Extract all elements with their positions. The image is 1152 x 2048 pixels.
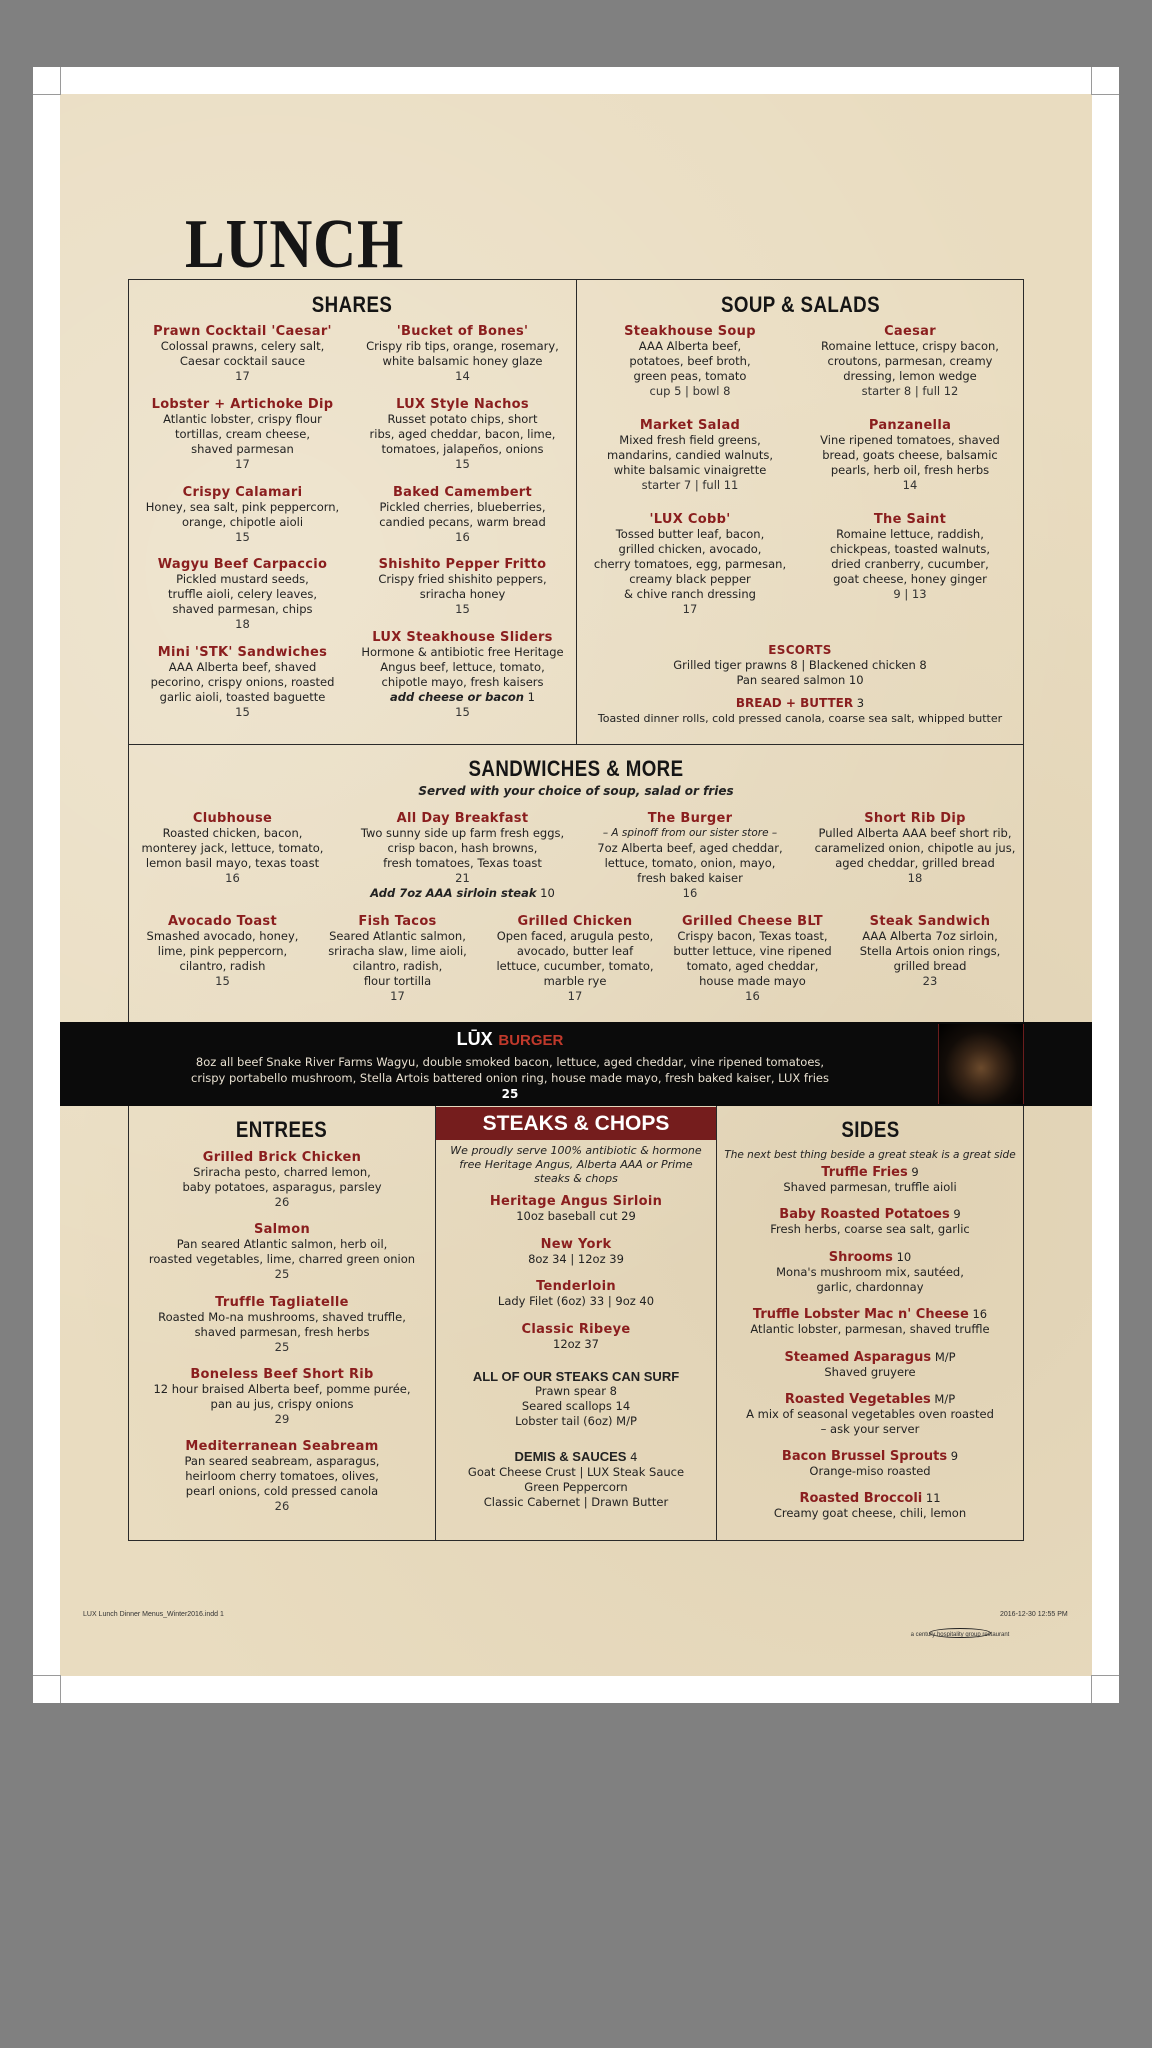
menu-item <box>132 1295 432 1355</box>
item-name: Bacon Brussel Sprouts <box>781 1449 948 1464</box>
escorts-line: Pan seared salmon 10 <box>736 673 864 687</box>
demis-lines: Goat Cheese Crust | LUX Steak Sauce Green Peppercorn Classic Cabernet | Drawn Butter <box>467 1465 685 1509</box>
item-desc: Mona's mushroom mix, sautéed, garlic, chardonnay <box>776 1265 964 1294</box>
item-desc: Crispy bacon, Texas toast, butter lettuce, vine ripened tomato, aged cheddar, house made mayo <box>673 929 832 988</box>
menu-item <box>720 1392 1020 1437</box>
steaks-chops-header: STEAKS & CHOPS <box>436 1107 716 1140</box>
item-name: Tenderloin <box>536 1279 616 1294</box>
menu-item <box>440 1322 712 1352</box>
item-price: 11 <box>925 1491 941 1505</box>
item-desc: 7oz Alberta beef, aged cheddar, lettuce, tomato, onion, mayo, fresh baked kaiser <box>597 841 783 885</box>
item-desc: Atlantic lobster, crispy flour tortillas, cream cheese, shaved parmesan <box>163 412 322 456</box>
item-price: 15 <box>215 974 230 988</box>
item-name: Salmon <box>253 1222 311 1237</box>
item-name: New York <box>540 1237 612 1252</box>
menu-item <box>135 485 350 545</box>
menu-item <box>440 1237 712 1267</box>
item-price: cup 5 | bowl 8 <box>649 384 731 398</box>
item-price: 9 | 13 <box>893 587 927 601</box>
item-desc: AAA Alberta beef, shaved pecorino, crispy onions, roasted garlic aioli, toasted baguette <box>150 660 335 704</box>
item-note: – A spinoff from our sister store – <box>602 827 778 839</box>
item-price: M/P <box>934 1350 956 1364</box>
item-name: Crispy Calamari <box>182 485 303 500</box>
item-desc: Crispy fried shishito peppers, sriracha honey <box>378 572 547 601</box>
menu-item <box>585 811 795 901</box>
item-desc: Pickled cherries, blueberries, candied pecans, warm bread <box>379 500 546 529</box>
item-desc: Pickled mustard seeds, truffle aioli, celery leaves, shaved parmesan, chips <box>167 572 318 616</box>
menu-item <box>132 1439 432 1514</box>
menu-item <box>720 1307 1020 1337</box>
item-desc: 10oz baseball cut 29 <box>516 1209 636 1223</box>
crop-mark <box>33 94 61 95</box>
menu-item <box>720 1250 1020 1295</box>
page-title: LUNCH <box>185 206 405 283</box>
sandwiches-subheader: Served with your choice of soup, salad or fries <box>418 784 734 798</box>
surf-lines: Prawn spear 8 Seared scallops 14 Lobster tail (6oz) M/P <box>515 1384 637 1428</box>
item-name: Mini 'STK' Sandwiches <box>157 645 328 660</box>
item-price: 15 <box>455 602 470 616</box>
item-name: Grilled Cheese BLT <box>682 914 823 929</box>
print-footer-right: 2016-12-30 12:55 PM <box>1000 1611 1068 1618</box>
menu-item <box>355 324 570 384</box>
item-name: Steakhouse Soup <box>624 324 756 339</box>
demis-price: 4 <box>630 1450 638 1464</box>
lux-burger-desc: crispy portabello mushroom, Stella Artois battered onion ring, house made mayo, fresh baked kaiser, LUX fries <box>191 1071 829 1085</box>
item-name: Roasted Vegetables <box>784 1392 931 1407</box>
menu-item <box>805 811 1025 886</box>
menu-item <box>135 324 350 384</box>
item-name: Mediterranean Seabream <box>185 1439 379 1454</box>
item-desc: Smashed avocado, honey, lime, pink peppercorn, cilantro, radish <box>146 929 299 973</box>
shares-header: SHARES <box>311 292 393 317</box>
item-price: 25 <box>274 1267 290 1281</box>
item-desc: Seared Atlantic salmon, sriracha slaw, lime aioli, cilantro, radish, flour tortilla <box>328 929 467 988</box>
item-name: LUX Style Nachos <box>396 397 529 412</box>
item-desc: A mix of seasonal vegetables oven roasted – ask your server <box>746 1407 994 1436</box>
bread-butter-block <box>580 696 1020 726</box>
item-desc: Roasted Mo-na mushrooms, shaved truffle, shaved parmesan, fresh herbs <box>158 1310 406 1339</box>
surf-header: ALL OF OUR STEAKS CAN SURF <box>472 1369 680 1384</box>
lux-burger-desc: 8oz all beef Snake River Farms Wagyu, double smoked bacon, lettuce, aged cheddar, vine ripened tomatoes, <box>195 1055 825 1069</box>
brand-tagline: a century hospitality group restaurant <box>910 1632 1010 1638</box>
menu-item <box>665 914 840 1004</box>
item-price: 9 <box>950 1449 959 1463</box>
column-divider <box>716 1106 717 1541</box>
item-price: 23 <box>922 974 938 988</box>
menu-item <box>580 324 800 399</box>
escorts-block <box>580 643 1020 688</box>
bread-desc: Toasted dinner rolls, cold pressed canola, coarse sea salt, whipped butter <box>597 712 1003 725</box>
item-name: LUX Steakhouse Sliders <box>372 630 553 645</box>
bread-label: BREAD + BUTTER <box>735 696 854 710</box>
crop-mark <box>1091 67 1092 95</box>
item-desc: Crispy rib tips, orange, rosemary, white balsamic honey glaze <box>366 339 559 368</box>
demis-header: DEMIS & SAUCES <box>514 1449 627 1464</box>
sides-intro: The next best thing beside a great steak is a great side <box>724 1149 1016 1161</box>
item-price: 10 <box>896 1250 912 1264</box>
column-divider <box>435 1106 436 1541</box>
item-desc: 12oz 37 <box>553 1337 599 1351</box>
menu-item <box>355 485 570 545</box>
item-name: Truffle Lobster Mac n' Cheese <box>752 1307 969 1322</box>
item-addon-price: 10 <box>540 886 555 900</box>
crop-mark <box>60 67 61 95</box>
item-name: Shrooms <box>828 1250 893 1265</box>
item-price: 16 <box>225 871 240 885</box>
item-price: 9 <box>911 1165 919 1179</box>
menu-item <box>132 1150 432 1210</box>
menu-item <box>720 1449 1020 1479</box>
item-price: 17 <box>567 989 583 1003</box>
item-desc: Fresh herbs, coarse sea salt, garlic <box>770 1222 970 1236</box>
menu-item <box>720 1207 1020 1237</box>
item-desc: Romaine lettuce, crispy bacon, croutons, parmesan, creamy dressing, lemon wedge <box>821 339 999 383</box>
item-desc: Pan seared seabream, asparagus, heirloom cherry tomatoes, olives, pearl onions, cold pressed canola <box>184 1454 380 1498</box>
item-addon: Add 7oz AAA sirloin steak <box>370 886 537 900</box>
item-desc: Tossed butter leaf, bacon, grilled chicken, avocado, cherry tomatoes, egg, parmesan, creamy black pepper & chive ranch dressing <box>593 527 787 601</box>
menu-item <box>720 1350 1020 1380</box>
item-desc: Roasted chicken, bacon, monterey jack, lettuce, tomato, lemon basil mayo, texas toast <box>141 826 324 870</box>
item-name: Avocado Toast <box>168 914 277 929</box>
menu-item <box>580 512 800 617</box>
menu-item <box>132 1367 432 1427</box>
menu-item <box>355 397 570 472</box>
item-name: Caesar <box>884 324 936 339</box>
item-name: The Burger <box>647 811 733 826</box>
item-name: Baby Roasted Potatoes <box>779 1207 950 1222</box>
item-name: Truffle Tagliatelle <box>215 1295 349 1310</box>
escorts-line: Grilled tiger prawns 8 | Blackened chicken 8 <box>673 658 927 672</box>
entrees-header: ENTREES <box>235 1117 328 1142</box>
steaks-intro-text: We proudly serve 100% antibiotic & hormone free Heritage Angus, Alberta AAA or Prime steaks & chops <box>450 1144 702 1185</box>
item-price: 21 <box>455 871 470 885</box>
lux-burger-text <box>60 1028 960 1102</box>
menu-item <box>845 914 1015 989</box>
item-name: Truffle Fries <box>821 1165 908 1180</box>
item-desc: Orange-miso roasted <box>809 1464 931 1478</box>
item-desc: AAA Alberta 7oz sirloin, Stella Artois onion rings, grilled bread <box>859 929 1001 973</box>
item-desc: 8oz 34 | 12oz 39 <box>528 1252 624 1266</box>
print-footer-left: LUX Lunch Dinner Menus_Winter2016.indd 1 <box>83 1611 224 1618</box>
crop-mark <box>1091 1675 1092 1703</box>
item-name: Fish Tacos <box>358 914 437 929</box>
item-price: 16 <box>972 1307 988 1321</box>
menu-item <box>140 914 305 989</box>
item-name: Steak Sandwich <box>869 914 991 929</box>
crop-mark <box>33 1675 61 1676</box>
item-name: Steamed Asparagus <box>784 1350 932 1365</box>
item-price: 17 <box>235 457 250 471</box>
item-desc: Creamy goat cheese, chili, lemon <box>773 1506 967 1520</box>
item-name: Heritage Angus Sirloin <box>489 1194 663 1209</box>
item-price: starter 8 | full 12 <box>861 384 959 398</box>
item-desc: 12 hour braised Alberta beef, pomme purée, pan au jus, crispy onions <box>153 1382 411 1411</box>
item-desc: Open faced, arugula pesto, avocado, butter leaf lettuce, cucumber, tomato, marble rye <box>496 929 654 988</box>
crop-mark <box>60 1675 61 1703</box>
item-price: starter 7 | full 11 <box>641 478 739 492</box>
item-name: The Saint <box>873 512 947 527</box>
item-price: 16 <box>745 989 760 1003</box>
item-name: Prawn Cocktail 'Caesar' <box>153 324 332 339</box>
menu-item <box>720 1491 1020 1521</box>
lux-burger-price: 25 <box>501 1087 519 1101</box>
menu-item <box>355 557 570 617</box>
item-name: Baked Camembert <box>392 485 533 500</box>
bread-price: 3 <box>856 696 865 710</box>
item-name: All Day Breakfast <box>396 811 529 826</box>
item-price: 18 <box>907 871 923 885</box>
item-desc: Pan seared Atlantic salmon, herb oil, roasted vegetables, lime, charred green onion <box>148 1237 416 1266</box>
item-name: Wagyu Beef Carpaccio <box>157 557 328 572</box>
menu-item <box>135 397 350 472</box>
item-price: 16 <box>682 886 698 900</box>
item-name: Roasted Broccoli <box>799 1491 923 1506</box>
item-name: Grilled Brick Chicken <box>202 1150 362 1165</box>
menu-item <box>800 324 1020 399</box>
item-price: 18 <box>235 617 250 631</box>
menu-item <box>132 1222 432 1282</box>
item-price: 9 <box>953 1207 961 1221</box>
steaks-intro <box>440 1144 712 1186</box>
menu-item <box>340 811 585 901</box>
column-divider <box>576 279 577 745</box>
item-desc: Lady Filet (6oz) 33 | 9oz 40 <box>497 1294 655 1308</box>
item-price: 17 <box>682 602 698 616</box>
item-desc: Hormone & antibiotic free Heritage Angus beef, lettuce, tomato, chipotle mayo, fresh kaisers <box>361 645 564 689</box>
item-addon-price: 1 <box>527 690 535 704</box>
item-desc: Mixed fresh field greens, mandarins, candied walnuts, white balsamic vinaigrette <box>607 433 773 477</box>
menu-item <box>800 512 1020 602</box>
escorts-label: ESCORTS <box>768 643 832 657</box>
item-price: 15 <box>455 705 470 719</box>
item-price: 26 <box>274 1499 290 1513</box>
lux-burger-name: BURGER <box>498 1032 564 1049</box>
item-price: 15 <box>455 457 470 471</box>
item-name: Classic Ribeye <box>521 1322 631 1337</box>
item-desc: Honey, sea salt, pink peppercorn, orange, chipotle aioli <box>145 500 340 529</box>
brand-logo <box>890 1628 1030 1638</box>
item-price: 29 <box>274 1412 290 1426</box>
menu-item <box>440 1194 712 1224</box>
lux-brand: LŪX <box>456 1029 493 1049</box>
item-price: 14 <box>902 478 918 492</box>
menu-item <box>355 630 570 720</box>
item-price: 17 <box>390 989 405 1003</box>
item-name: Grilled Chicken <box>517 914 633 929</box>
menu-item <box>580 418 800 493</box>
crop-mark <box>1091 94 1119 95</box>
item-name: Shishito Pepper Fritto <box>378 557 547 572</box>
item-price: M/P <box>934 1392 956 1406</box>
menu-item <box>800 418 1020 493</box>
crop-mark <box>1091 1675 1119 1676</box>
item-name: Clubhouse <box>192 811 273 826</box>
item-name: Short Rib Dip <box>864 811 966 826</box>
item-desc: Russet potato chips, short ribs, aged cheddar, bacon, lime, tomatoes, jalapeños, onions <box>369 412 556 456</box>
item-price: 15 <box>235 530 250 544</box>
item-name: Lobster + Artichoke Dip <box>151 397 334 412</box>
sides-header: SIDES <box>841 1117 900 1142</box>
item-price: 15 <box>235 705 250 719</box>
item-desc: Shaved parmesan, truffle aioli <box>783 1180 957 1194</box>
demis-block <box>440 1449 712 1510</box>
soup-salads-header: SOUP & SALADS <box>721 292 880 317</box>
item-name: 'Bucket of Bones' <box>396 324 529 339</box>
item-price: 16 <box>455 530 470 544</box>
item-addon: add cheese or bacon <box>390 690 524 704</box>
sandwiches-header: SANDWICHES & MORE <box>468 756 684 781</box>
menu-item <box>720 1165 1020 1195</box>
item-desc: Pulled Alberta AAA beef short rib, caramelized onion, chipotle au jus, aged cheddar, grilled bread <box>814 826 1016 870</box>
item-desc: Two sunny side up farm fresh eggs, crisp bacon, hash browns, fresh tomatoes, Texas toast <box>360 826 565 870</box>
menu-item <box>135 645 350 720</box>
menu-item <box>315 914 480 1004</box>
item-name: Boneless Beef Short Rib <box>190 1367 374 1382</box>
item-price: 25 <box>274 1340 290 1354</box>
menu-item <box>135 557 350 632</box>
item-price: 17 <box>235 369 250 383</box>
menu-item <box>490 914 660 1004</box>
menu-item <box>130 811 335 886</box>
item-desc: AAA Alberta beef, potatoes, beef broth, green peas, tomato <box>629 339 751 383</box>
item-desc: Romaine lettuce, raddish, chickpeas, toasted walnuts, dried cranberry, cucumber, goat cheese, honey ginger <box>829 527 991 586</box>
item-name: Market Salad <box>639 418 741 433</box>
item-price: 26 <box>274 1195 290 1209</box>
item-name: 'LUX Cobb' <box>649 512 731 527</box>
surf-block <box>440 1369 712 1429</box>
item-desc: Vine ripened tomatoes, shaved bread, goats cheese, balsamic pearls, herb oil, fresh herbs <box>820 433 1000 477</box>
item-desc: Shaved gruyere <box>824 1365 916 1379</box>
item-desc: Atlantic lobster, parmesan, shaved truffle <box>750 1322 990 1336</box>
item-name: Panzanella <box>868 418 952 433</box>
item-desc: Sriracha pesto, charred lemon, baby potatoes, asparagus, parsley <box>182 1165 382 1194</box>
menu-item <box>440 1279 712 1309</box>
item-desc: Colossal prawns, celery salt, Caesar cocktail sauce <box>160 339 325 368</box>
item-price: 14 <box>455 369 470 383</box>
